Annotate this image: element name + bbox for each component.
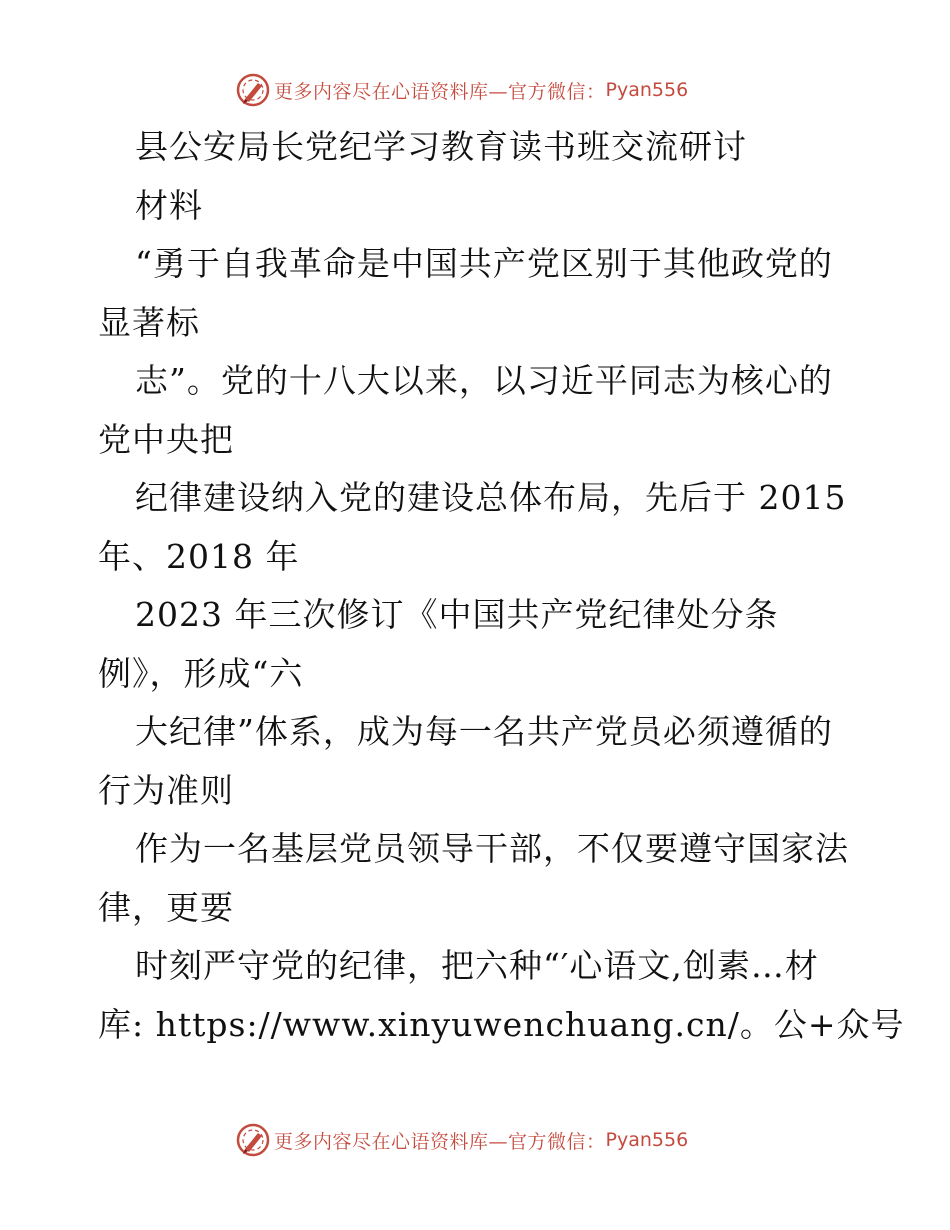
watermark-wechat-id: Pyan556 — [605, 79, 689, 101]
text-line: 库: https://www.xinyuwenchuang.cn/。公+众号 — [98, 1004, 905, 1044]
text-line: 大纪律”体系，成为每一名共产党员必须遵循的 — [135, 712, 833, 751]
text-line: 例》，形成“六 — [98, 653, 304, 693]
watermark-text: 更多内容尽在心语资料库—官方微信： — [274, 80, 606, 103]
pen-logo-icon — [236, 73, 270, 107]
text-line: 县公安局长党纪学习教育读书班交流研讨 — [135, 127, 747, 166]
text-line: 行为准则 — [98, 770, 234, 810]
pen-logo-icon — [236, 1123, 270, 1157]
text-line: 党中央把 — [98, 419, 234, 459]
text-line: 时刻严守党的纪律，把六种“′心语文,创素…材 — [135, 946, 819, 985]
text-line: 纪律建设纳入党的建设总体布局，先后于 2015 — [135, 478, 847, 517]
text-line: 志”。党的十八大以来，以习近平同志为核心的 — [135, 361, 833, 400]
text-line: 显著标 — [98, 302, 200, 342]
watermark-text: 更多内容尽在心语资料库—官方微信： — [274, 1130, 606, 1153]
text-line: “勇于自我革命是中国共产党区别于其他政党的 — [135, 244, 833, 283]
text-line: 材料 — [135, 185, 203, 225]
text-line: 年、2018 年 — [98, 536, 300, 576]
text-line: 律，更要 — [98, 887, 234, 927]
header-watermark — [236, 72, 688, 108]
document-body — [98, 118, 905, 1054]
text-line: 作为一名基层党员领导干部，不仅要遵守国家法 — [135, 829, 849, 868]
watermark-wechat-id: Pyan556 — [605, 1129, 689, 1151]
text-line: 2023 年三次修订《中国共产党纪律处分条 — [135, 595, 779, 634]
footer-watermark — [236, 1122, 688, 1158]
